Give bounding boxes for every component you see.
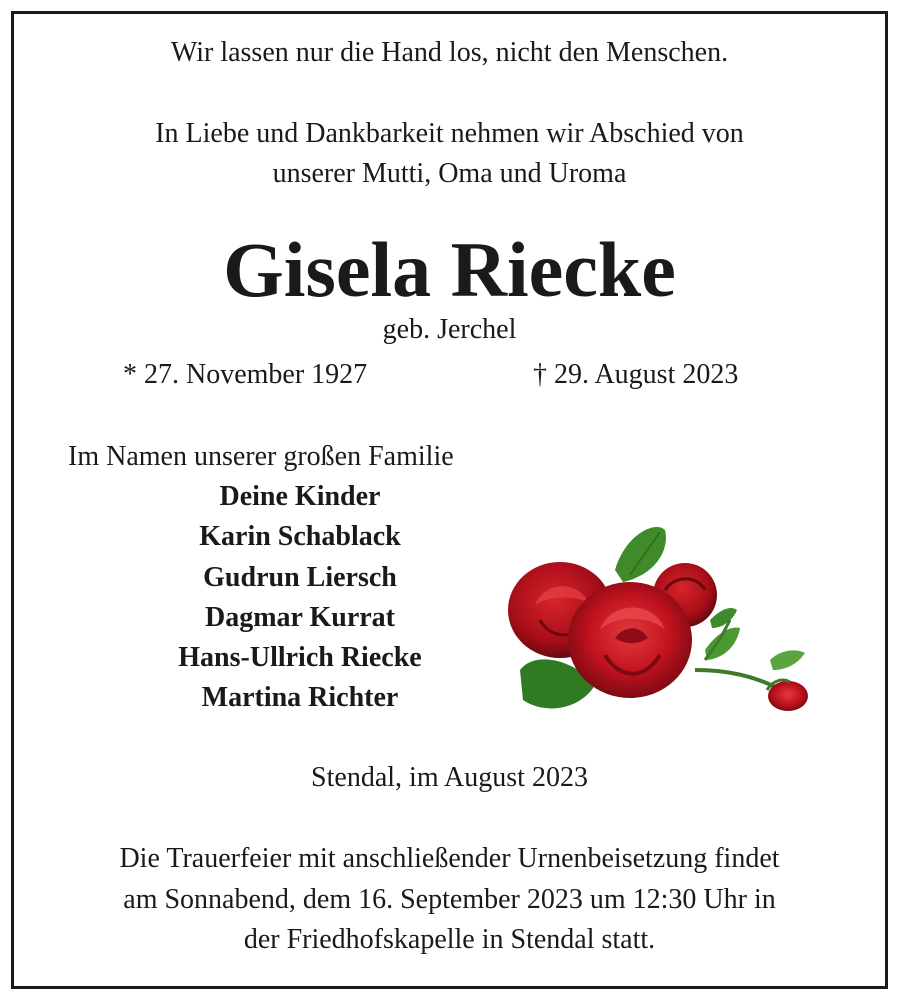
family-member: Hans-Ullrich Riecke (178, 642, 422, 674)
motto: Wir lassen nur die Hand los, nicht den Menschen. (170, 37, 729, 68)
roses-image (505, 520, 815, 720)
ceremony-line-1: Die Trauerfeier mit anschließender Urnenbeisetzung findet (119, 843, 780, 874)
family-member: Martina Richter (201, 682, 399, 714)
family-member: Gudrun Liersch (203, 561, 397, 593)
death-date: † 29. August 2023 (533, 359, 739, 390)
family-member: Karin Schablack (199, 521, 401, 553)
deceased-name: Gisela Riecke (223, 226, 676, 313)
family-members-list (150, 477, 450, 719)
birth-date: * 27. November 1927 (123, 359, 368, 390)
ceremony-line-2: am Sonnabend, dem 16. September 2023 um 12:30 Uhr in (123, 884, 776, 915)
intro-line-1: In Liebe und Dankbarkeit nehmen wir Abschied von (155, 118, 744, 149)
place-date: Stendal, im August 2023 (311, 762, 588, 793)
rose-bud-icon (768, 681, 808, 711)
maiden-name: geb. Jerchel (382, 314, 517, 345)
intro-line-2: unserer Mutti, Oma und Uroma (272, 158, 627, 189)
family-member: Deine Kinder (219, 481, 381, 512)
family-intro: Im Namen unserer großen Familie (68, 441, 454, 472)
family-member: Dagmar Kurrat (205, 601, 395, 633)
leaf-icon (770, 650, 805, 670)
ceremony-line-3: der Friedhofskapelle in Stendal statt. (243, 924, 656, 955)
leaf-icon (710, 608, 737, 628)
